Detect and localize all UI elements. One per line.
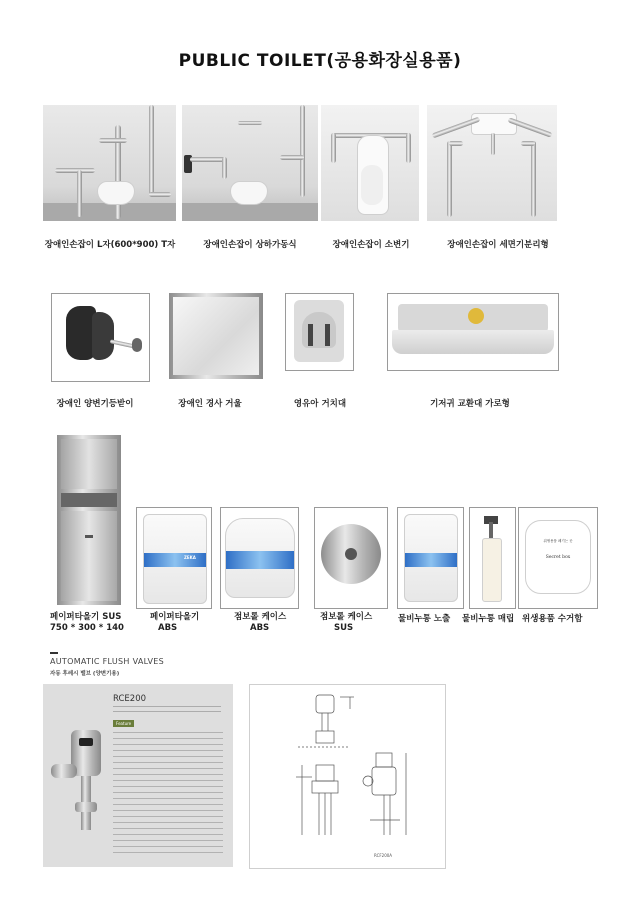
bin-top-label: 위생용품 폐기는 곳	[543, 539, 573, 543]
model-name: RCE200	[113, 694, 147, 704]
product-photo-soap-recessed	[469, 507, 516, 609]
product-photo-paper-towel-abs	[136, 507, 212, 609]
brand-label: ZEKA	[184, 555, 196, 560]
caption-sanitary-bin: 위생용품 수거함	[522, 614, 583, 624]
caption-baby-seat: 영유아 거치대	[293, 399, 347, 409]
caption-diaper-table: 기저귀 교환대 가로형	[430, 399, 510, 409]
caption-jumbo-roll-sus: 점보롤 케이스 SUS	[320, 612, 373, 633]
caption-grab-bar-l-t: 장애인손잡이 L자(600*900) T자	[44, 240, 176, 250]
product-photo-jumbo-roll-abs	[220, 507, 299, 609]
caption-soap-exposed: 물비누통 노출	[398, 614, 451, 624]
section-heading: AUTOMATIC FLUSH VALVES	[50, 657, 165, 666]
section-divider	[50, 652, 58, 654]
caption-grab-bar-urinal: 장애인손잡이 소변기	[332, 240, 410, 250]
product-photo-soap-exposed	[397, 507, 464, 609]
product-photo-sanitary-bin	[518, 507, 598, 609]
drawing-svg	[250, 685, 445, 868]
feature-badge: Feature	[113, 720, 134, 727]
product-photo-grab-bar-washbasin	[427, 105, 557, 221]
caption-grab-bar-washbasin: 장애인손잡이 세면기분리형	[447, 240, 549, 250]
flush-valve-panel	[43, 684, 233, 867]
caption-paper-towel-sus: 페이퍼타올기 SUS 750 * 300 * 140	[50, 612, 124, 633]
page-title: PUBLIC TOILET(공용화장실용품)	[178, 51, 462, 71]
caption-jumbo-roll-abs: 점보롤 케이스 ABS	[234, 612, 287, 633]
caption-grab-bar-folding: 장애인손잡이 상하가동식	[203, 240, 297, 250]
section-subheading: 자동 후레시 밸브 (양변기용)	[50, 671, 120, 677]
product-photo-grab-bar-urinal	[321, 105, 419, 221]
product-photo-tilt-mirror	[169, 293, 264, 380]
product-photo-grab-bar-folding	[182, 105, 318, 221]
product-photo-backrest	[51, 293, 150, 382]
caption-backrest: 장애인 양변기등받이	[56, 399, 134, 409]
drawing-label: RCF200A	[374, 853, 393, 858]
caption-tilt-mirror: 장애인 경사 거울	[178, 399, 242, 409]
caption-soap-recessed: 물비누통 매립	[462, 614, 515, 624]
product-photo-baby-seat	[285, 293, 354, 371]
caption-paper-towel-abs: 페이퍼타올기 ABS	[150, 612, 200, 633]
bin-brand-label: Secret box	[545, 555, 571, 560]
technical-drawing	[249, 684, 446, 869]
product-photo-diaper-table	[387, 293, 559, 371]
product-photo-paper-towel-sus	[57, 435, 121, 605]
product-photo-jumbo-roll-sus	[314, 507, 388, 609]
product-photo-grab-bar-l-t	[43, 105, 176, 221]
